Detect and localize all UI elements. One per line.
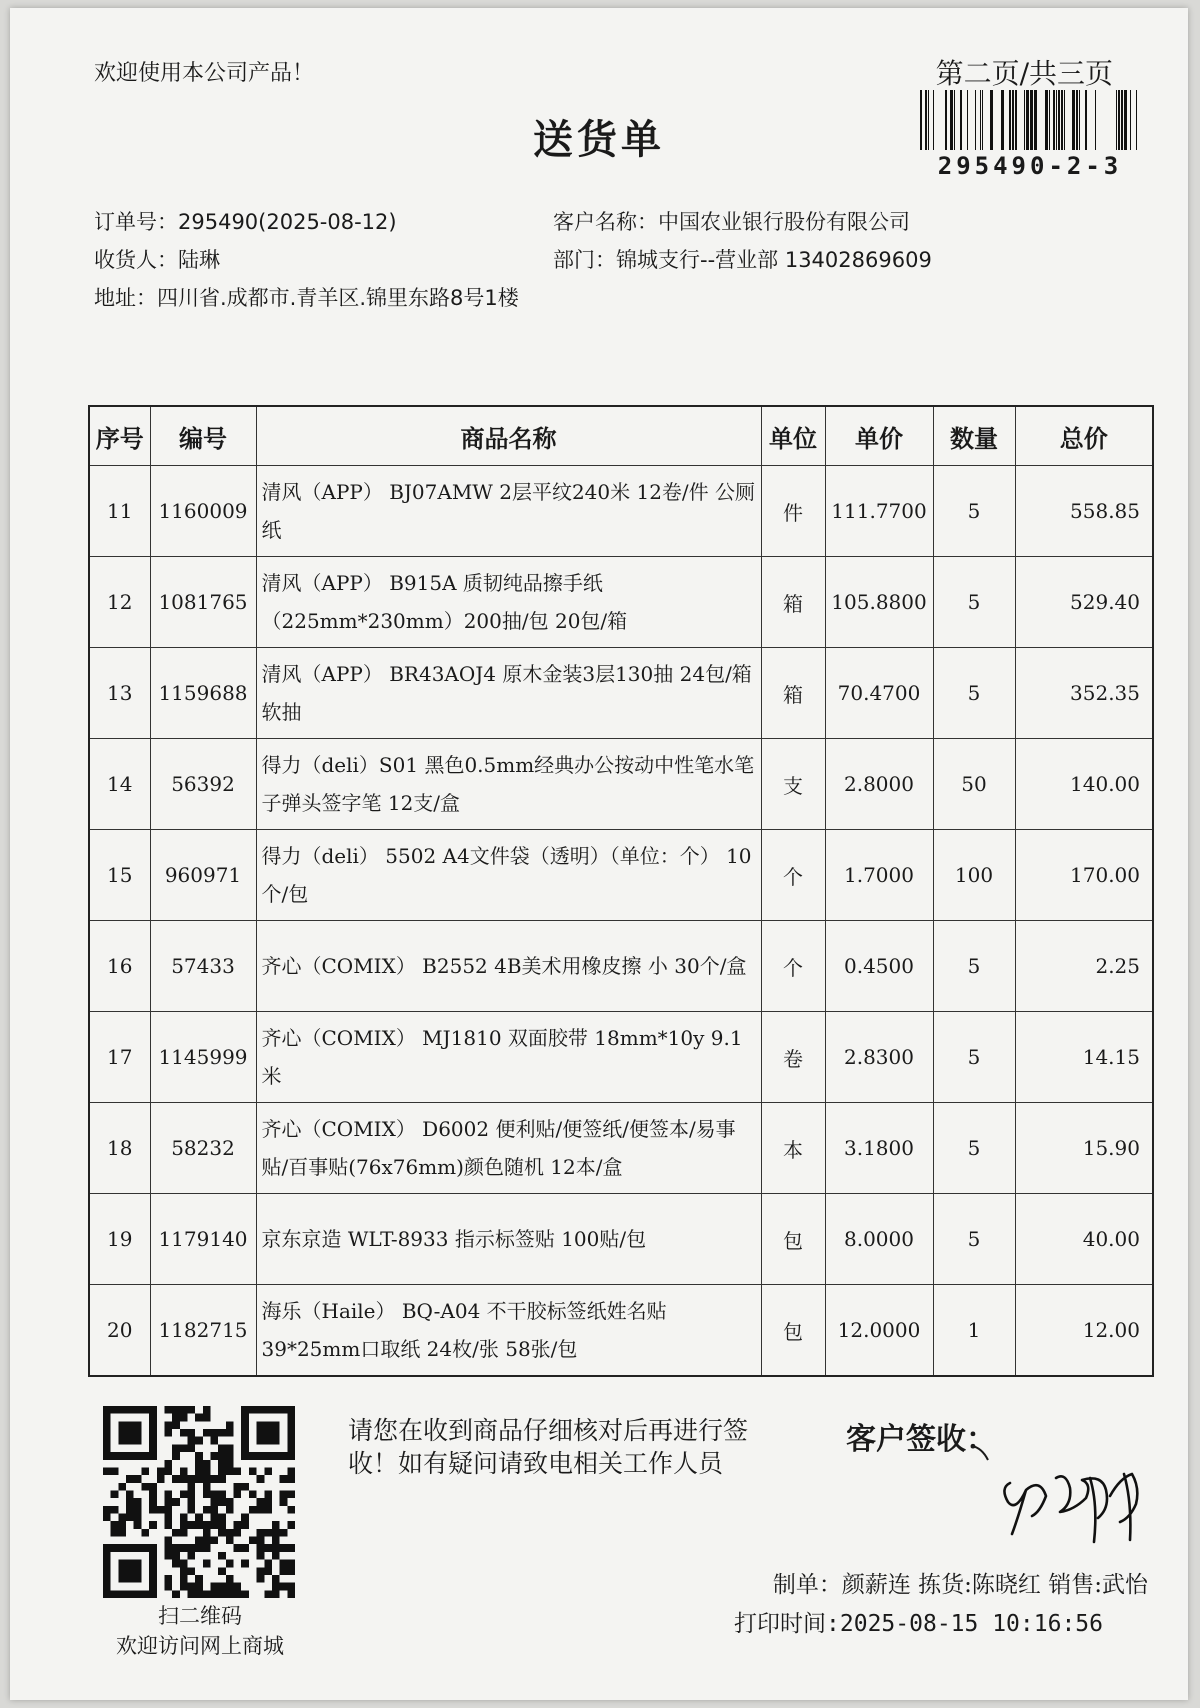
cell-code: 1145999 [150, 1012, 256, 1103]
table-header-row [89, 406, 1153, 466]
cell-product-name: 得力（deli）S01 黑色0.5mm经典办公按动中性笔水笔 子弹头签字笔 12支/盒 [256, 739, 761, 830]
welcome-text: 欢迎使用本公司产品！ [94, 61, 315, 86]
department: 部门：锦城支行--营业部 13402869609 [553, 248, 932, 272]
table-row [89, 648, 1153, 739]
cell-seq: 16 [89, 921, 150, 1012]
customer-signature-label: 客户签收： [846, 1422, 996, 1457]
cell-quantity: 5 [933, 466, 1015, 557]
cell-unit-price: 3.1800 [825, 1103, 933, 1194]
barcode-icon [920, 90, 1140, 150]
header-seq: 序号 [89, 406, 150, 466]
customer-name: 客户名称：中国农业银行股份有限公司 [553, 210, 910, 234]
cell-unit: 支 [761, 739, 825, 830]
table-row [89, 830, 1153, 921]
cell-total: 14.15 [1015, 1012, 1153, 1103]
cell-quantity: 100 [933, 830, 1015, 921]
cell-unit: 个 [761, 921, 825, 1012]
order-number: 订单号：295490(2025-08-12) [94, 210, 397, 234]
cell-total: 15.90 [1015, 1103, 1153, 1194]
table-row [89, 921, 1153, 1012]
cell-code: 1081765 [150, 557, 256, 648]
items-table [88, 405, 1154, 1377]
cell-product-name: 清风（APP） B915A 质韧纯品擦手纸（225mm*230mm）200抽/包 20包/箱 [256, 557, 761, 648]
cell-code: 56392 [150, 739, 256, 830]
cell-total: 529.40 [1015, 557, 1153, 648]
table-row [89, 466, 1153, 557]
cell-quantity: 5 [933, 1103, 1015, 1194]
cell-code: 1182715 [150, 1285, 256, 1377]
barcode-number: 295490-2-3 [937, 152, 1123, 180]
cell-quantity: 5 [933, 557, 1015, 648]
cell-unit-price: 2.8000 [825, 739, 933, 830]
address: 地址：四川省.成都市.青羊区.锦里东路8号1楼 [94, 286, 519, 310]
cell-seq: 15 [89, 830, 150, 921]
cell-quantity: 5 [933, 1012, 1015, 1103]
cell-seq: 13 [89, 648, 150, 739]
header-total: 总价 [1015, 406, 1153, 466]
cell-total: 40.00 [1015, 1194, 1153, 1285]
cell-code: 1160009 [150, 466, 256, 557]
cell-unit: 包 [761, 1194, 825, 1285]
cell-code: 57433 [150, 921, 256, 1012]
cell-unit-price: 105.8800 [825, 557, 933, 648]
table-row [89, 1012, 1153, 1103]
cell-seq: 18 [89, 1103, 150, 1194]
cell-total: 558.85 [1015, 466, 1153, 557]
cell-unit-price: 0.4500 [825, 921, 933, 1012]
cell-seq: 17 [89, 1012, 150, 1103]
cell-unit-price: 8.0000 [825, 1194, 933, 1285]
table-row [89, 1103, 1153, 1194]
cell-quantity: 1 [933, 1285, 1015, 1377]
cell-total: 12.00 [1015, 1285, 1153, 1377]
cell-seq: 12 [89, 557, 150, 648]
table-row [89, 1285, 1153, 1377]
cell-unit: 件 [761, 466, 825, 557]
cell-unit: 卷 [761, 1012, 825, 1103]
header-quantity: 数量 [933, 406, 1015, 466]
cell-product-name: 得力（deli） 5502 A4文件袋（透明）（单位：个） 10个/包 [256, 830, 761, 921]
table-row [89, 739, 1153, 830]
cell-seq: 14 [89, 739, 150, 830]
table-row [89, 1194, 1153, 1285]
cell-total: 170.00 [1015, 830, 1153, 921]
delivery-note-sheet [10, 8, 1188, 1700]
cell-total: 140.00 [1015, 739, 1153, 830]
cell-unit-price: 12.0000 [825, 1285, 933, 1377]
cell-unit-price: 111.7700 [825, 466, 933, 557]
cell-unit-price: 1.7000 [825, 830, 933, 921]
header-code: 编号 [150, 406, 256, 466]
table-row [89, 557, 1153, 648]
header-unit: 单位 [761, 406, 825, 466]
cell-code: 1159688 [150, 648, 256, 739]
print-time: 打印时间:2025-08-15 10:16:56 [734, 1611, 1103, 1637]
cell-unit: 箱 [761, 557, 825, 648]
cell-product-name: 齐心（COMIX） D6002 便利贴/便签纸/便签本/易事贴/百事贴(76x76mm)颜色随机 12本/盒 [256, 1103, 761, 1194]
qr-caption-mall: 欢迎访问网上商城 [116, 1634, 284, 1658]
cell-code: 960971 [150, 830, 256, 921]
cell-quantity: 5 [933, 1194, 1015, 1285]
page-indicator: 第二页/共三页 [935, 57, 1113, 90]
qr-code-icon[interactable] [103, 1406, 295, 1598]
cell-product-name: 清风（APP） BJ07AMW 2层平纹240米 12卷/件 公厕纸 [256, 466, 761, 557]
cell-code: 1179140 [150, 1194, 256, 1285]
cell-unit-price: 70.4700 [825, 648, 933, 739]
handwritten-signature-icon [970, 1438, 1170, 1548]
qr-caption-scan: 扫二维码 [158, 1604, 242, 1628]
cell-total: 352.35 [1015, 648, 1153, 739]
document-title: 送货单 [533, 117, 665, 163]
cell-unit-price: 2.8300 [825, 1012, 933, 1103]
cell-quantity: 5 [933, 648, 1015, 739]
cell-quantity: 5 [933, 921, 1015, 1012]
cell-seq: 20 [89, 1285, 150, 1377]
cell-product-name: 京东京造 WLT-8933 指示标签贴 100贴/包 [256, 1194, 761, 1285]
cell-product-name: 清风（APP） BR43AOJ4 原木金装3层130抽 24包/箱 软抽 [256, 648, 761, 739]
header-product-name: 商品名称 [256, 406, 761, 466]
cell-quantity: 50 [933, 739, 1015, 830]
receiver: 收货人：陆琳 [94, 248, 220, 272]
header-unit-price: 单价 [825, 406, 933, 466]
cell-product-name: 齐心（COMIX） MJ1810 双面胶带 18mm*10y 9.1米 [256, 1012, 761, 1103]
cell-unit: 本 [761, 1103, 825, 1194]
staff-info: 制单：颜薪连 拣货:陈晓红 销售:武怡 [772, 1572, 1148, 1598]
cell-total: 2.25 [1015, 921, 1153, 1012]
cell-product-name: 海乐（Haile） BQ-A04 不干胶标签纸姓名贴39*25mm口取纸 24枚/张 58张/包 [256, 1285, 761, 1377]
cell-unit: 箱 [761, 648, 825, 739]
cell-product-name: 齐心（COMIX） B2552 4B美术用橡皮擦 小 30个/盒 [256, 921, 761, 1012]
verification-note: 请您在收到商品仔细核对后再进行签收！如有疑问请致电相关工作人员 [348, 1416, 749, 1478]
cell-code: 58232 [150, 1103, 256, 1194]
cell-seq: 11 [89, 466, 150, 557]
cell-unit: 包 [761, 1285, 825, 1377]
cell-unit: 个 [761, 830, 825, 921]
cell-seq: 19 [89, 1194, 150, 1285]
